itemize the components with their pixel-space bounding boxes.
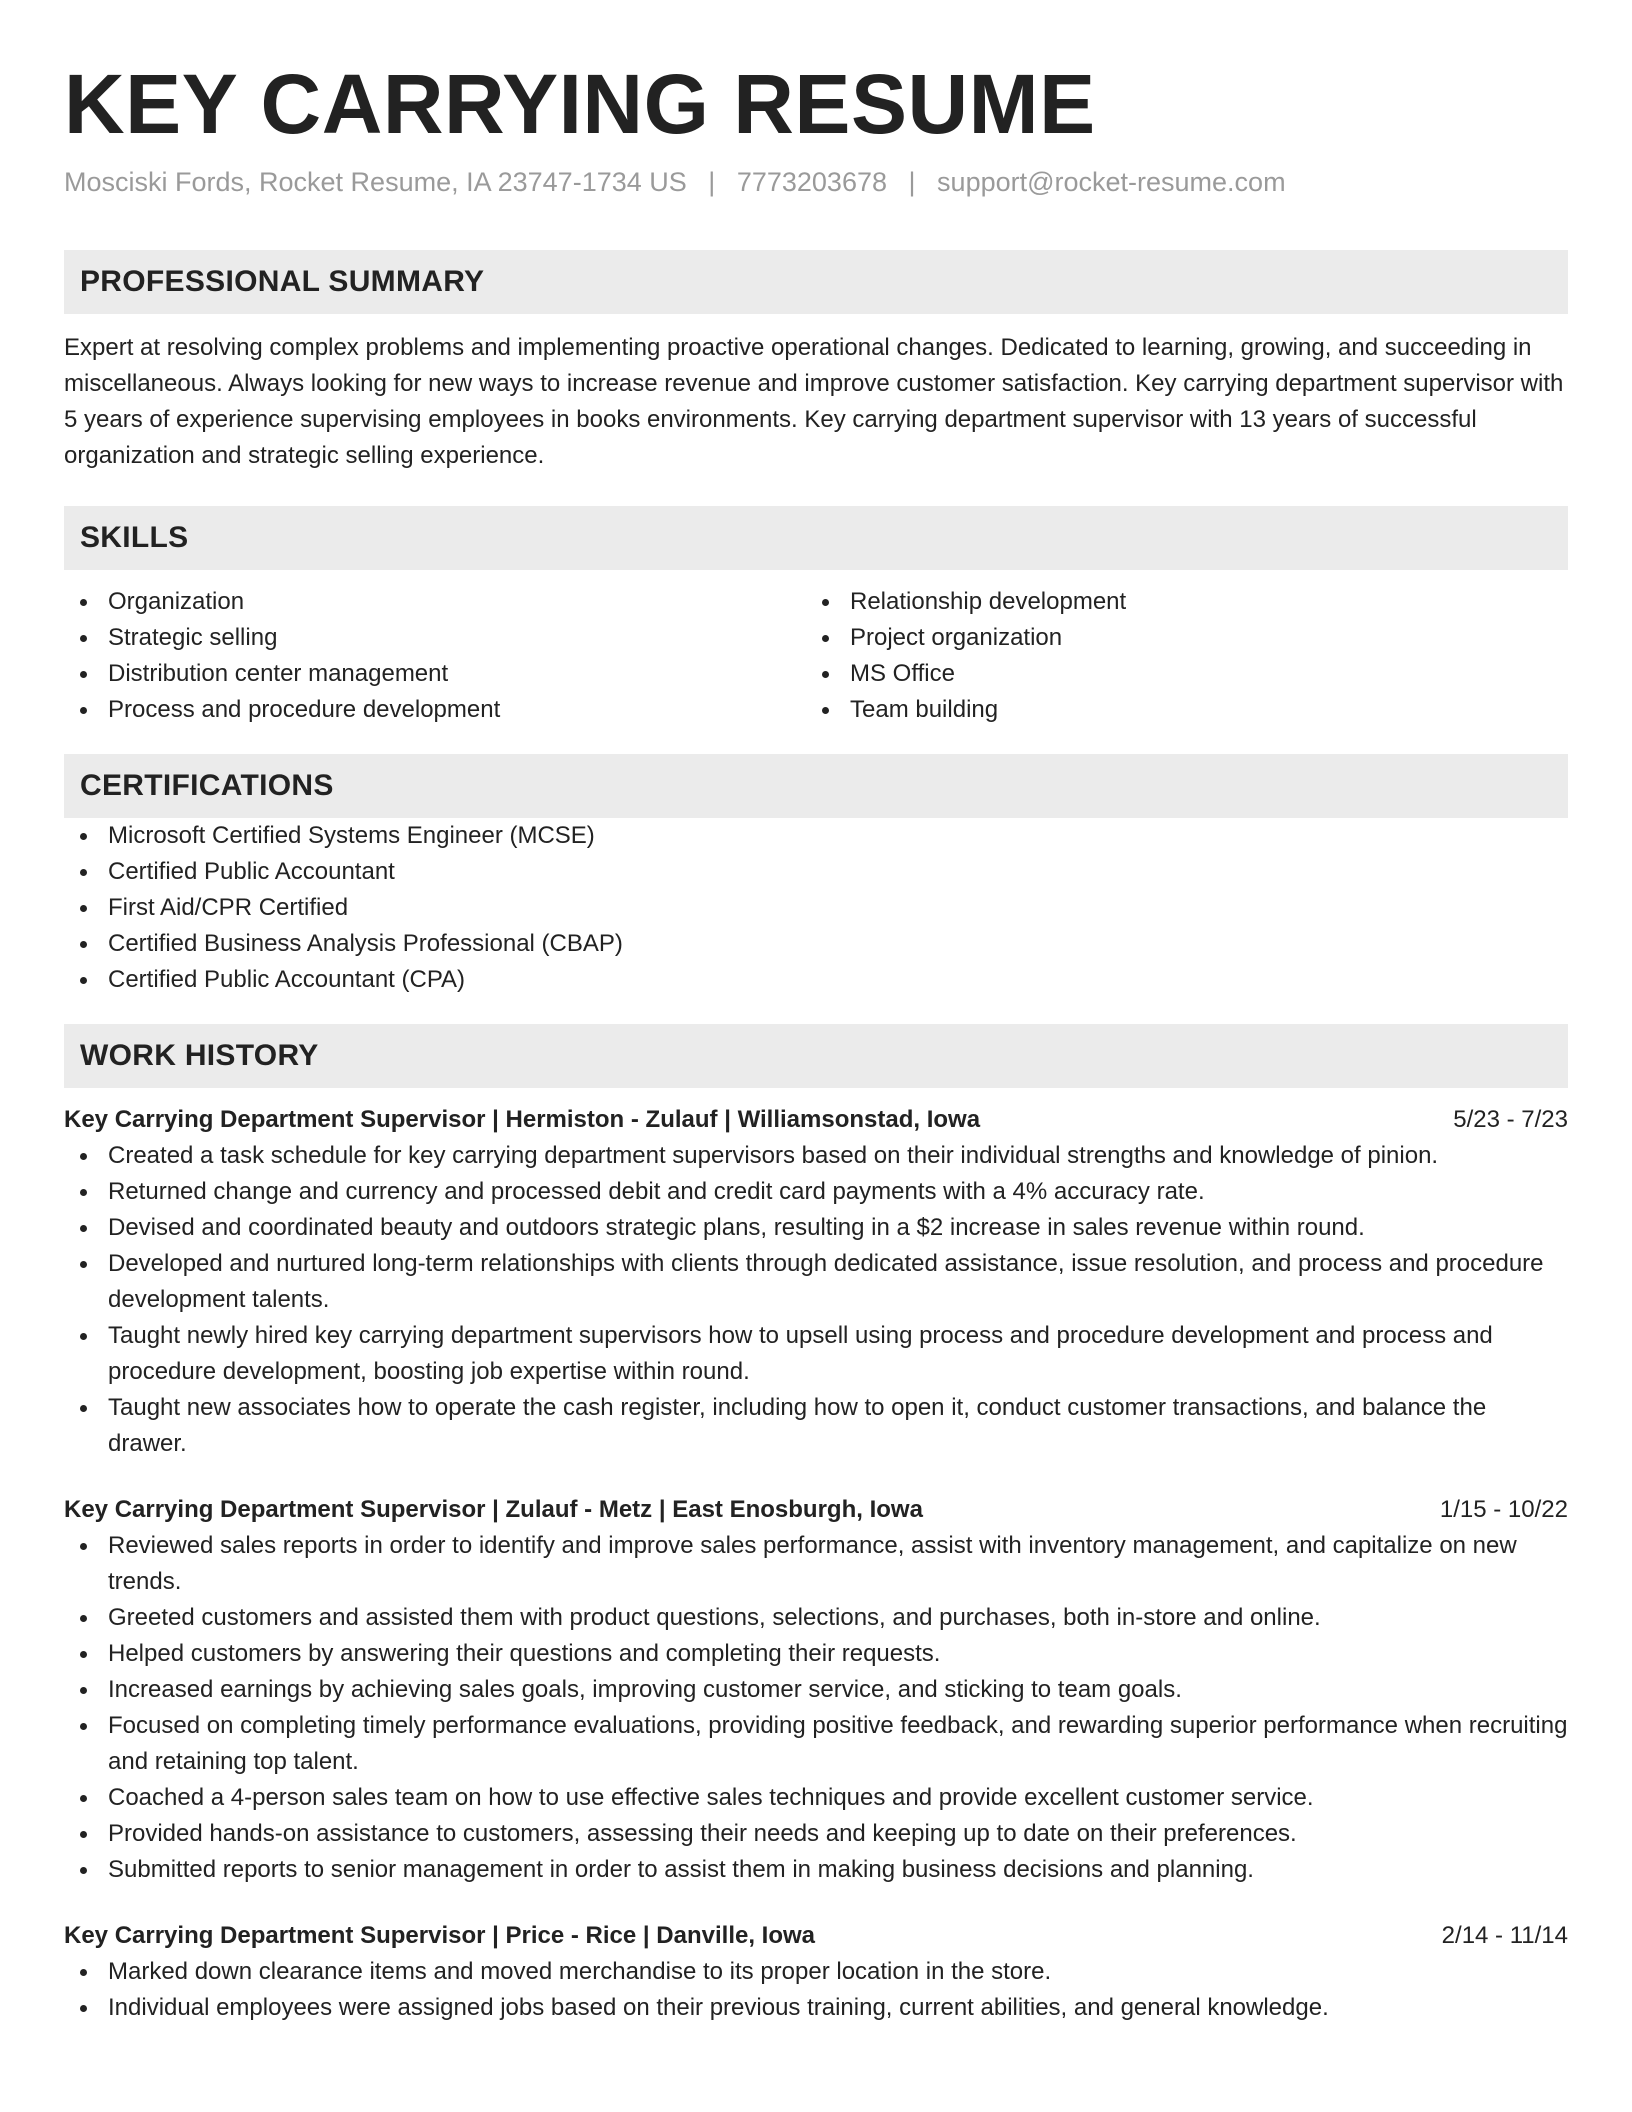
job-bullet: Developed and nurtured long-term relationships with clients through dedicated assistance, issue resolution, and process and procedure development talents. <box>64 1246 1568 1318</box>
resume-title: KEY CARRYING RESUME <box>64 57 1096 151</box>
skills-column-left <box>64 584 806 728</box>
skill-item: MS Office <box>806 656 1548 692</box>
certification-item: Microsoft Certified Systems Engineer (MCSE) <box>64 818 1568 854</box>
certification-item: Certified Public Accountant <box>64 854 1568 890</box>
job-bullet: Created a task schedule for key carrying department supervisors based on their individual strengths and knowledge of pinion. <box>64 1138 1568 1174</box>
certification-item: First Aid/CPR Certified <box>64 890 1568 926</box>
skills-grid <box>64 584 1568 728</box>
contact-separator: | <box>708 167 716 197</box>
job-bullet: Focused on completing timely performance evaluations, providing positive feedback, and rewarding superior performance when recruiting and retaining top talent. <box>64 1708 1568 1780</box>
job-bullet-list <box>64 1954 1568 2026</box>
job-bullet: Returned change and currency and processed debit and credit card payments with a 4% accuracy rate. <box>64 1174 1568 1210</box>
job-title: Key Carrying Department Supervisor | Zulauf - Metz | East Enosburgh, Iowa <box>64 1496 923 1523</box>
job-header <box>64 1918 1568 1954</box>
skills-list-right <box>806 584 1548 728</box>
job-bullet: Provided hands-on assistance to customers, assessing their needs and keeping up to date on their preferences. <box>64 1816 1568 1852</box>
skills-heading: SKILLS <box>64 506 1568 570</box>
job-header <box>64 1492 1568 1528</box>
job-entry <box>64 1492 1568 1888</box>
job-title: Key Carrying Department Supervisor | Hermiston - Zulauf | Williamsonstad, Iowa <box>64 1106 981 1133</box>
contact-line <box>64 164 1568 200</box>
job-dates: 1/15 - 10/22 <box>1439 1496 1568 1523</box>
job-bullet-list <box>64 1528 1568 1888</box>
skills-column-right <box>806 584 1548 728</box>
skill-item: Distribution center management <box>64 656 806 692</box>
skill-item: Project organization <box>806 620 1548 656</box>
skills-list-left <box>64 584 806 728</box>
job-bullet: Greeted customers and assisted them with product questions, selections, and purchases, both in-store and online. <box>64 1600 1568 1636</box>
contact-separator: | <box>908 167 916 197</box>
job-title: Key Carrying Department Supervisor | Price - Rice | Danville, Iowa <box>64 1922 816 1949</box>
skill-item: Team building <box>806 692 1548 728</box>
contact-phone: 7773203678 <box>736 167 887 197</box>
job-dates: 2/14 - 11/14 <box>1441 1922 1568 1949</box>
job-bullet: Helped customers by answering their questions and completing their requests. <box>64 1636 1568 1672</box>
job-dates: 5/23 - 7/23 <box>1453 1106 1568 1133</box>
job-bullet: Marked down clearance items and moved merchandise to its proper location in the store. <box>64 1954 1568 1990</box>
certifications-heading: CERTIFICATIONS <box>64 754 1568 818</box>
skill-item: Strategic selling <box>64 620 806 656</box>
job-entry <box>64 1102 1568 1462</box>
job-bullet: Increased earnings by achieving sales goals, improving customer service, and sticking to team goals. <box>64 1672 1568 1708</box>
certifications-list <box>64 818 1568 998</box>
summary-text: Expert at resolving complex problems and implementing proactive operational changes. Dedicated to learning, growing, and succeeding in miscellaneous. Always looking for new ways to increase revenue and improve customer satisfaction. Key carrying department supervisor with 5 years of experience supervising employees in books environments. Key carrying department supervisor with 13 years of successful organization and strategic selling experience. <box>64 334 1564 469</box>
job-bullet-list <box>64 1138 1568 1462</box>
skill-item: Process and procedure development <box>64 692 806 728</box>
certification-item: Certified Public Accountant (CPA) <box>64 962 1568 998</box>
skill-item: Relationship development <box>806 584 1548 620</box>
job-entry <box>64 1918 1568 2026</box>
job-bullet: Devised and coordinated beauty and outdoors strategic plans, resulting in a $2 increase in sales revenue within round. <box>64 1210 1568 1246</box>
job-bullet: Reviewed sales reports in order to identify and improve sales performance, assist with inventory management, and capitalize on new trends. <box>64 1528 1568 1600</box>
job-bullet: Submitted reports to senior management in order to assist them in making business decisions and planning. <box>64 1852 1568 1888</box>
resume-page <box>64 56 1568 2026</box>
contact-email: support@rocket-resume.com <box>937 167 1286 197</box>
contact-address: Mosciski Fords, Rocket Resume, IA 23747-1734 US <box>64 167 687 197</box>
job-bullet: Taught newly hired key carrying department supervisors how to upsell using process and procedure development and process and procedure development, boosting job expertise within round. <box>64 1318 1568 1390</box>
job-bullet: Taught new associates how to operate the cash register, including how to open it, conduct customer transactions, and balance the drawer. <box>64 1390 1568 1462</box>
job-bullet: Individual employees were assigned jobs based on their previous training, current abilities, and general knowledge. <box>64 1990 1568 2026</box>
job-header <box>64 1102 1568 1138</box>
certification-item: Certified Business Analysis Professional (CBAP) <box>64 926 1568 962</box>
summary-heading: PROFESSIONAL SUMMARY <box>64 250 1568 314</box>
skill-item: Organization <box>64 584 806 620</box>
work-history-heading: WORK HISTORY <box>64 1024 1568 1088</box>
job-bullet: Coached a 4-person sales team on how to use effective sales techniques and provide excellent customer service. <box>64 1780 1568 1816</box>
